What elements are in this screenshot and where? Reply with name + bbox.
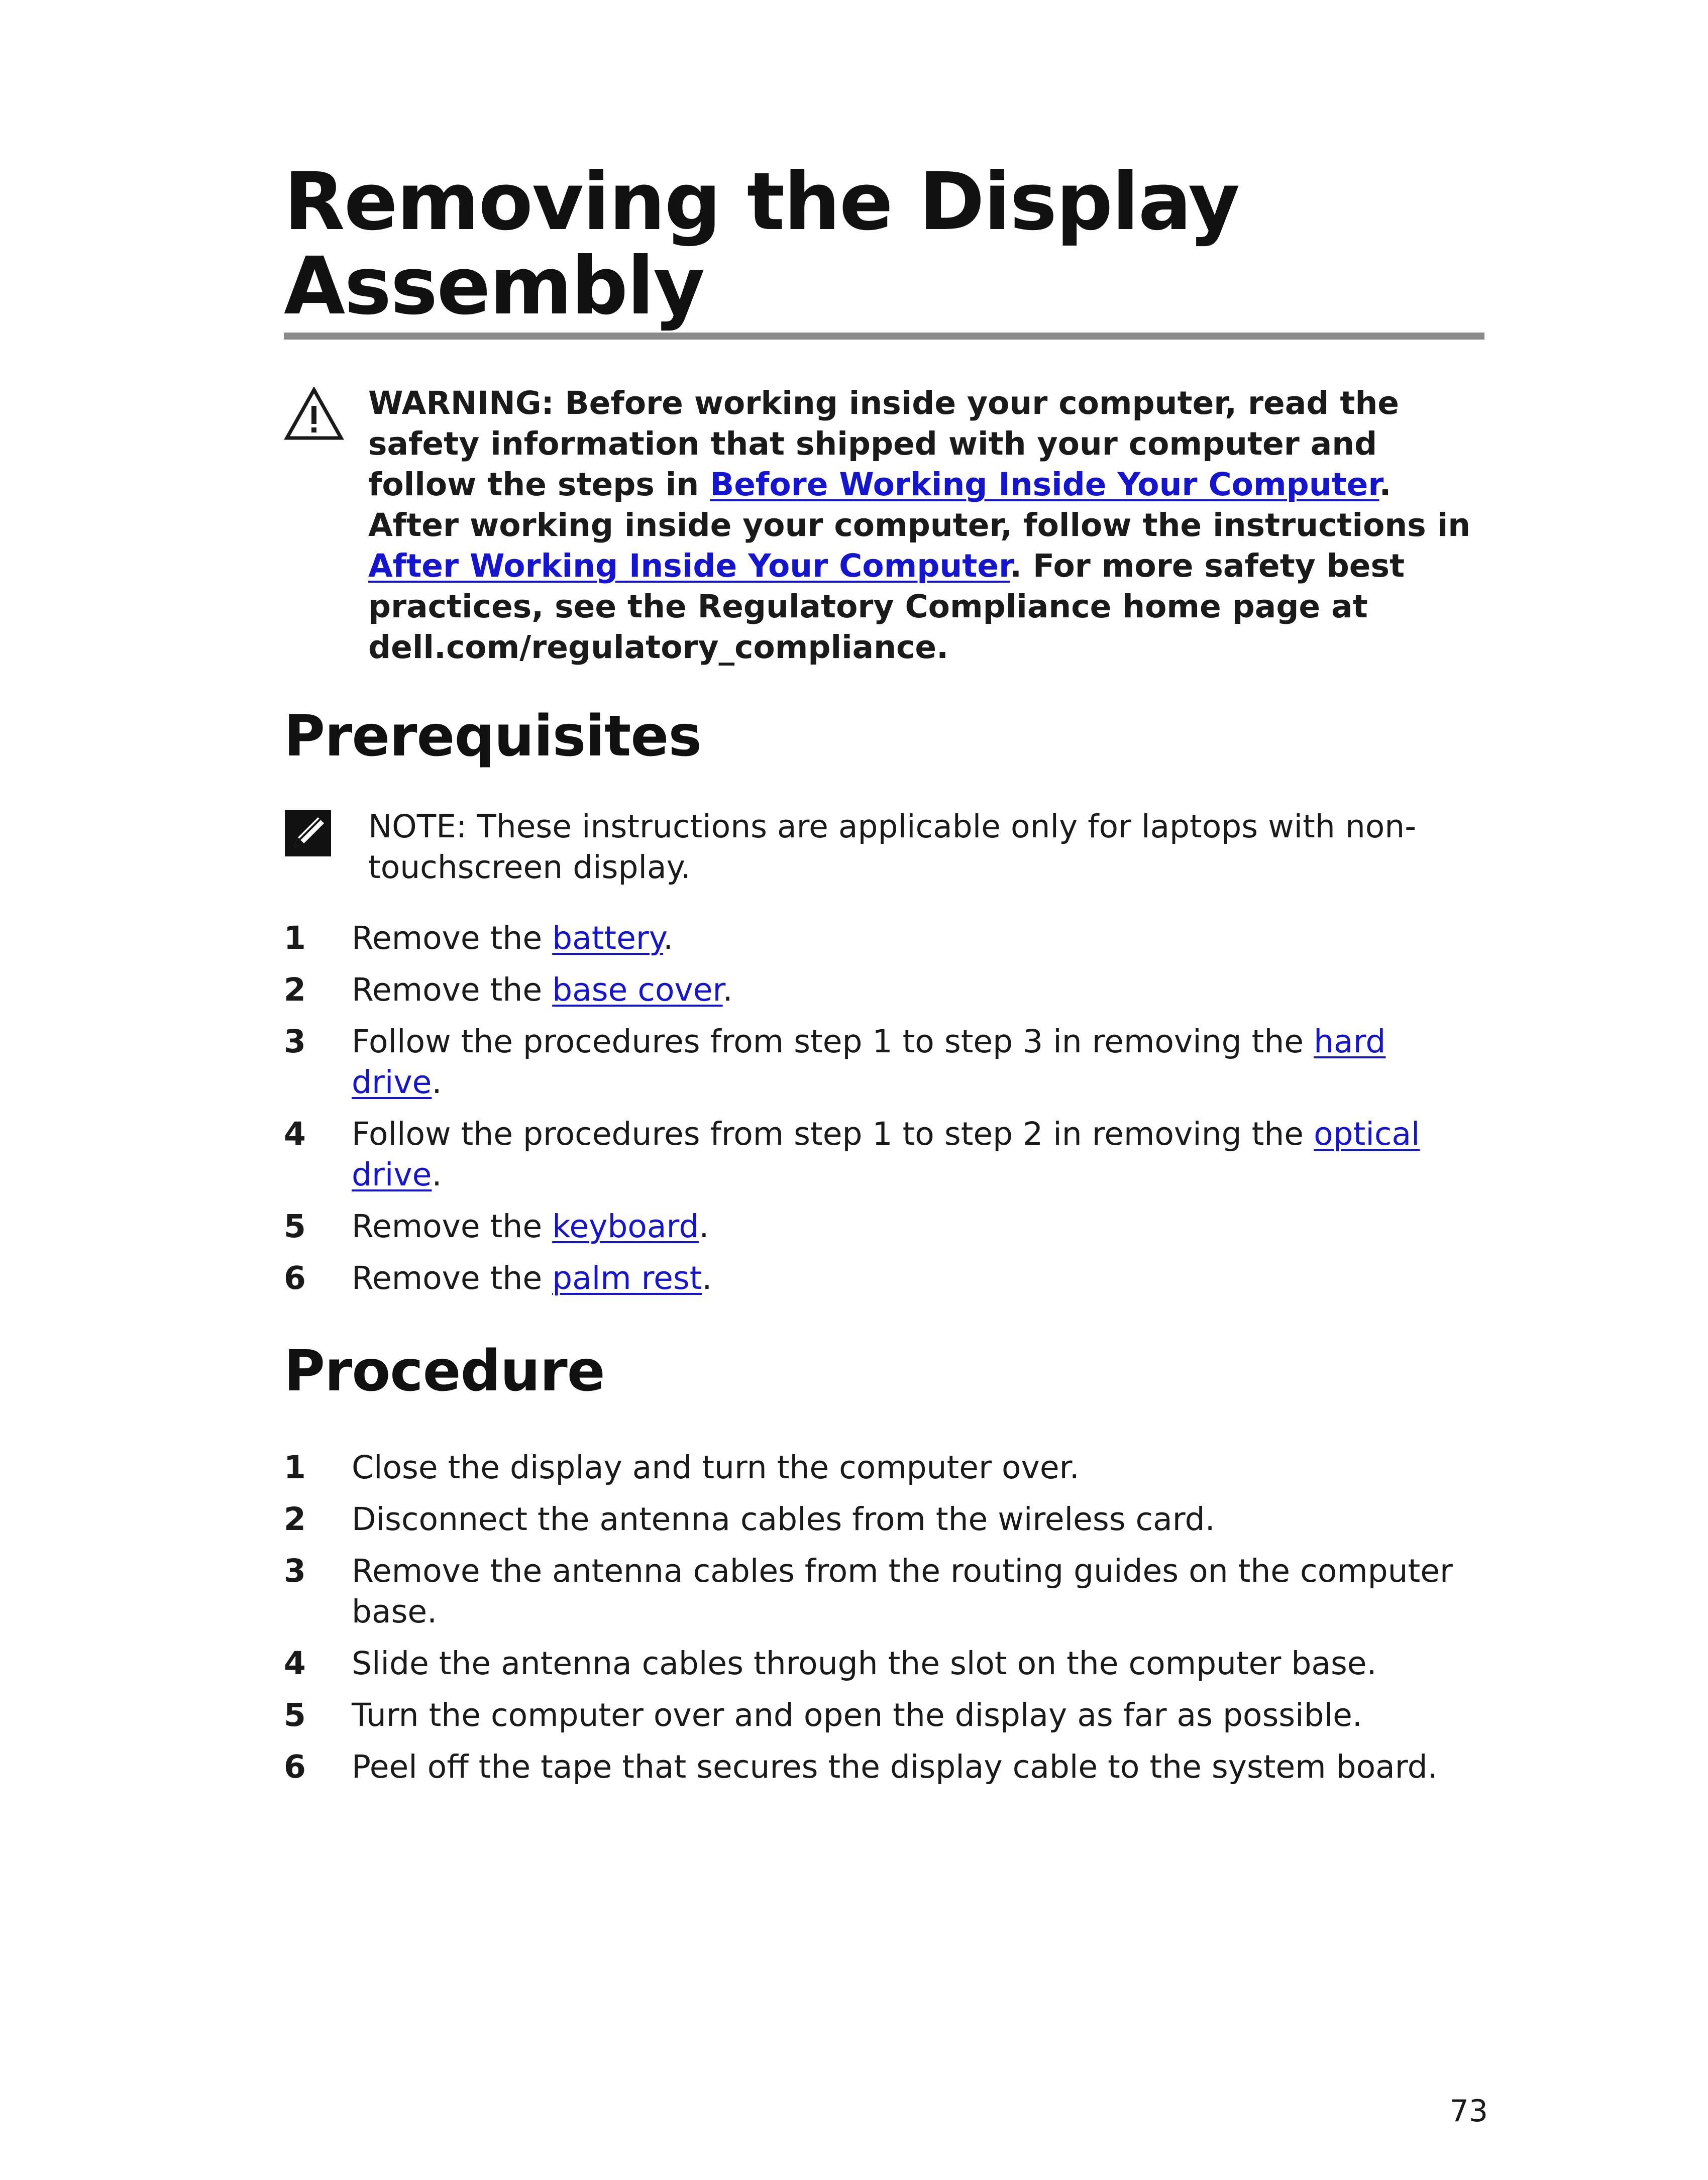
step-text: . [722, 971, 733, 1008]
battery-link[interactable]: battery [552, 920, 664, 956]
step-number: 2 [284, 971, 306, 1008]
step-text: Follow the procedures from step 1 to step 3 in removing the [352, 1023, 1314, 1060]
note-pencil-icon [285, 810, 331, 856]
warning-triangle-icon [284, 387, 344, 441]
step-text: Close the display and turn the computer over. [352, 1449, 1080, 1486]
step-text: Remove the antenna cables from the routing guides on the computer base. [352, 1553, 1453, 1630]
procedure-heading: Procedure [284, 1339, 605, 1404]
step-text: . [702, 1260, 712, 1296]
step-text: Remove the [352, 1260, 553, 1296]
note-text [368, 806, 1484, 888]
list-item [284, 1747, 1484, 1787]
warning-text [368, 383, 1484, 668]
step-text: Follow the procedures from step 1 to step 2 in removing the [352, 1116, 1314, 1152]
note-box [284, 806, 1484, 888]
list-item [284, 1695, 1484, 1735]
after-working-link[interactable]: After Working Inside Your Computer [368, 548, 1010, 584]
step-number: 1 [284, 1449, 306, 1486]
prerequisites-heading: Prerequisites [284, 704, 701, 769]
page-title: Removing the Display Assembly [284, 156, 1239, 333]
list-item [284, 1021, 1484, 1103]
list-item [284, 1114, 1484, 1195]
page-number: 73 [1449, 2094, 1488, 2129]
warning-text-part: WARNING: Before working inside your computer, read the safety information that shipped with your computer and follow the steps in [368, 385, 1400, 503]
step-number: 5 [284, 1697, 306, 1733]
step-text: . [663, 920, 674, 956]
step-text: Peel off the tape that secures the display cable to the system board. [352, 1749, 1438, 1785]
step-number: 5 [284, 1208, 306, 1245]
prerequisites-list [284, 918, 1484, 1298]
note-label: NOTE: [368, 808, 467, 845]
step-text: Disconnect the antenna cables from the wireless card. [352, 1501, 1215, 1538]
step-number: 6 [284, 1260, 306, 1296]
warning-text-part: . After working inside your computer, follow the instructions in [368, 466, 1471, 543]
warning-box [284, 383, 1484, 668]
page-content [284, 156, 1484, 1798]
hard-drive-link[interactable]: hard drive [352, 1023, 1386, 1101]
list-item [284, 1551, 1484, 1632]
title-rule [284, 333, 1484, 340]
step-number: 6 [284, 1749, 306, 1785]
step-number: 3 [284, 1553, 306, 1589]
keyboard-link[interactable]: keyboard [552, 1208, 699, 1245]
base-cover-link[interactable]: base cover [552, 971, 723, 1008]
optical-drive-link[interactable]: optical drive [352, 1116, 1420, 1193]
list-item [284, 1499, 1484, 1540]
step-number: 2 [284, 1501, 306, 1538]
palm-rest-link[interactable]: palm rest [552, 1260, 702, 1296]
step-text: Turn the computer over and open the display as far as possible. [352, 1697, 1362, 1733]
step-text: Slide the antenna cables through the slot on the computer base. [352, 1645, 1377, 1682]
step-number: 4 [284, 1645, 306, 1682]
step-number: 4 [284, 1116, 306, 1152]
step-number: 1 [284, 920, 306, 956]
step-text: . [432, 1156, 442, 1193]
step-text: . [699, 1208, 709, 1245]
before-working-link[interactable]: Before Working Inside Your Computer [710, 466, 1379, 503]
list-item [284, 918, 1484, 958]
step-text: Remove the [352, 1208, 553, 1245]
list-item [284, 1258, 1484, 1298]
step-number: 3 [284, 1023, 306, 1060]
list-item [284, 1206, 1484, 1247]
warning-text-part: . For more safety best practices, see the Regulatory Compliance home page at dell.com/regulatory_compliance. [368, 548, 1405, 666]
step-text: Remove the [352, 971, 553, 1008]
step-text: . [432, 1064, 442, 1101]
list-item [284, 1447, 1484, 1488]
note-body: These instructions are applicable only for laptops with non-touchscreen display. [368, 808, 1416, 886]
procedure-list [284, 1447, 1484, 1787]
list-item [284, 969, 1484, 1010]
step-text: Remove the [352, 920, 553, 956]
list-item [284, 1643, 1484, 1684]
